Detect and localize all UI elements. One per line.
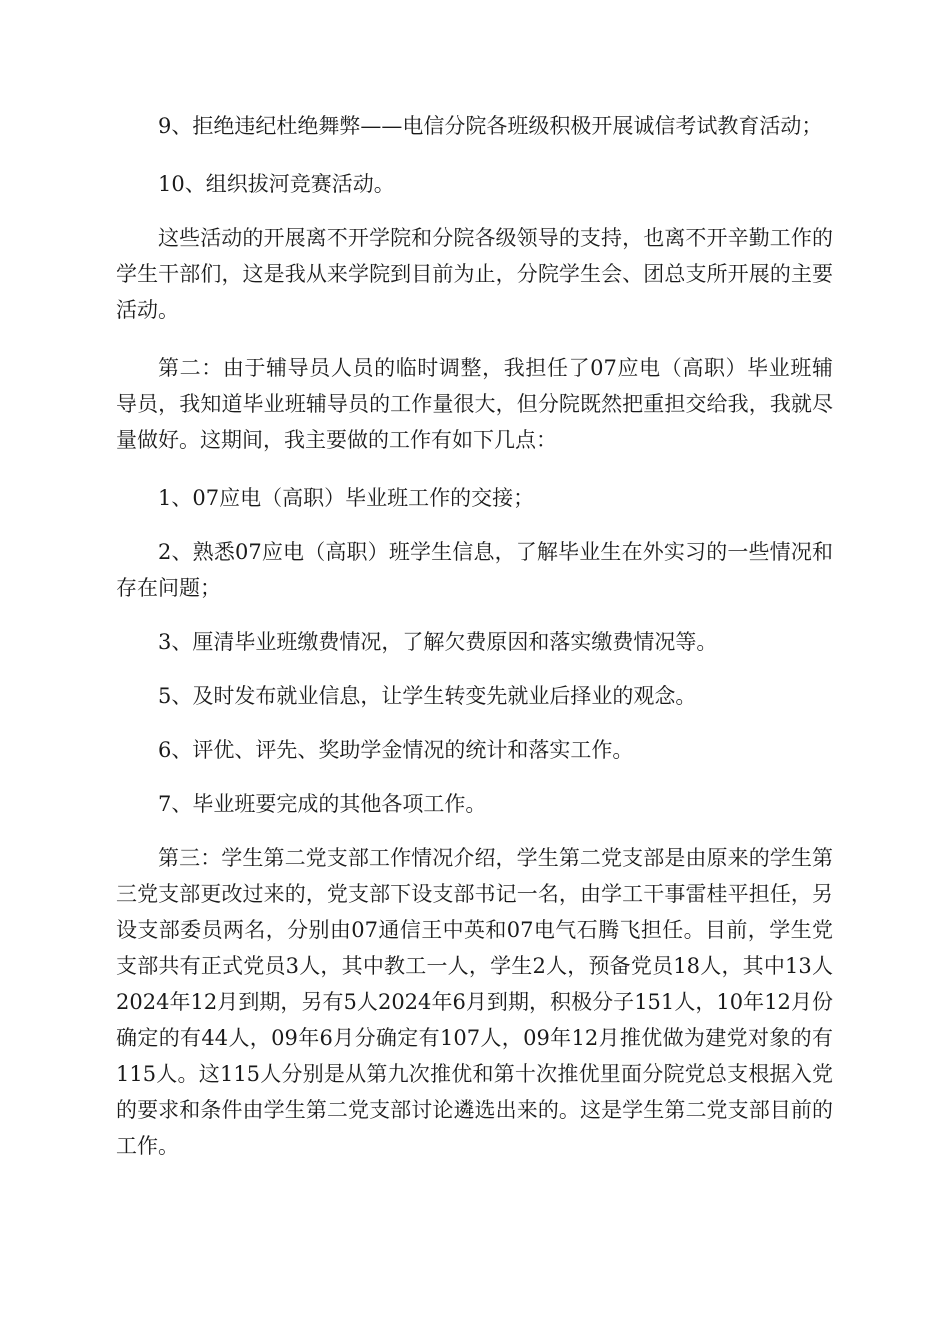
paragraph-task-7: 7、毕业班要完成的其他各项工作。 xyxy=(158,792,487,816)
paragraph-task-6: 6、评优、评先、奖助学金情况的统计和落实工作。 xyxy=(158,738,634,762)
paragraph-item-9: 9、拒绝违纪杜绝舞弊——电信分院各班级积极开展诚信考试教育活动； xyxy=(158,114,823,138)
paragraph-task-1: 1、07应电（高职）毕业班工作的交接； xyxy=(158,486,535,510)
paragraph-section-third: 第三：学生第二党支部工作情况介绍，学生第二党支部是由原来的学生第三党支部更改过来的，党支部下设支部书记一名，由学工干事雷桂平担任，另设支部委员两名，分别由07通信王中英和07电气石腾飞担任。目前，学生党支部共有正式党员3人，其中教工一人，学生2人，预备党员18人，其中13人2024年12月到期，另有5人2024年6月到期，积极分子151人，10年12月份确定的有44人，09年6月分确定有107人，09年12月推优做为建党对象的有115人。这115人分别是从第九次推优和第十次推优里面分院党总支根据入党的要求和条件由学生第二党支部讨论遴选出来的。这是学生第二党支部目前的工作。 xyxy=(116,846,833,1158)
paragraph-task-3: 3、厘清毕业班缴费情况，了解欠费原因和落实缴费情况等。 xyxy=(158,630,718,654)
paragraph-section-second: 第二：由于辅导员人员的临时调整，我担任了07应电（高职）毕业班辅导员，我知道毕业班辅导员的工作量很大，但分院既然把重担交给我，我就尽量做好。这期间，我主要做的工作有如下几点： xyxy=(116,356,833,452)
paragraph-task-2: 2、熟悉07应电（高职）班学生信息，了解毕业生在外实习的一些情况和存在问题； xyxy=(116,540,833,600)
paragraph-activities-summary: 这些活动的开展离不开学院和分院各级领导的支持，也离不开辛勤工作的学生干部们，这是我从来学院到目前为止，分院学生会、团总支所开展的主要活动。 xyxy=(116,226,833,322)
paragraph-item-10: 10、组织拔河竞赛活动。 xyxy=(158,172,395,196)
paragraph-task-5: 5、及时发布就业信息，让学生转变先就业后择业的观念。 xyxy=(158,684,697,708)
document-body xyxy=(116,108,833,1186)
